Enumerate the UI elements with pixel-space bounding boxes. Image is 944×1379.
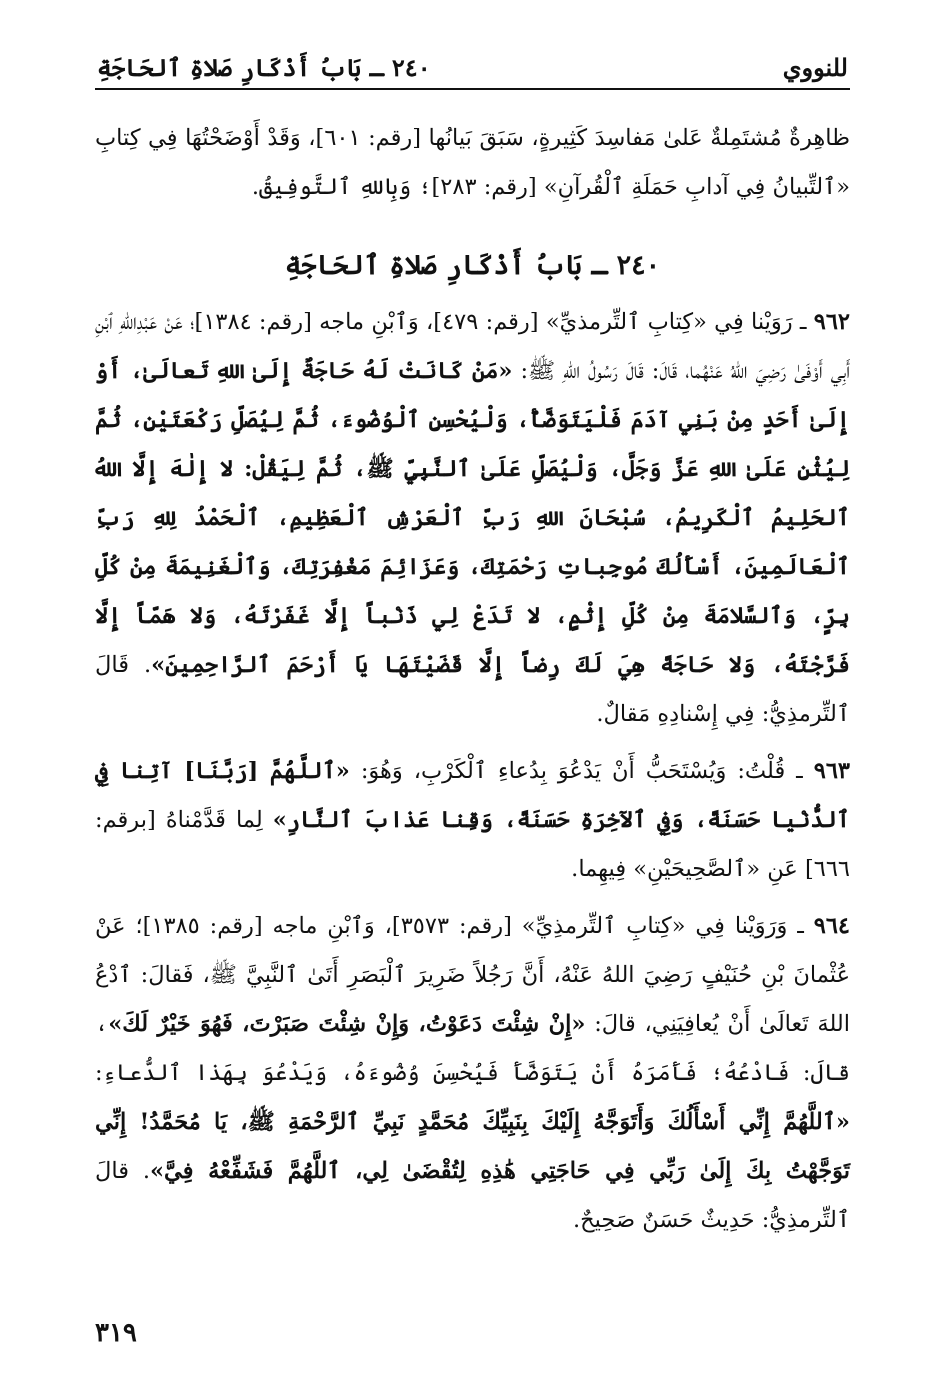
supplication-text: «ٱللَّهُمَّ [رَبَّنَا] آتِنا فِي ٱلدُّنْيا حَسَنَةً، وَفِي ٱلآخِرَةِ حَسَنَةً، وَقِنا عَذابَ ٱلنَّارِ» (95, 758, 850, 833)
running-header (95, 40, 850, 90)
book-page (95, 40, 850, 1360)
header-chapter-title: ٢٤٠ ـ بَابُ أَذْكَارِ صَلاةِ ٱلحَاجَةِ (97, 53, 431, 82)
entry-number: ٩٦٤ (813, 913, 850, 939)
hadith-entry-962 (95, 298, 850, 739)
entry-text: . قالَ ٱلتِّرمذِيُّ: حَدِيثٌ حَسَنٌ صَحِيحٌ. (95, 1158, 850, 1233)
header-book-name: للنووي (782, 53, 848, 82)
intro-paragraph: ظاهِرةٌ مُشتَمِلةٌ عَلىٰ مَفاسِدَ كَثِيرةٍ، سَبَقَ بَيانُها [رقم: ٦٠١]، وَقَدْ أَوْضَحْتُهَا فِي كِتابِ «ٱلتِّبيانُ فِي آدابِ حَمَلَةِ ٱلْقُرآنِ» [رقم: ٢٨٣]؛ وَبِاللهِ ٱلتَّوفِيقُ. (95, 125, 850, 200)
entry-text: ـ وَرَوَيْنا فِي «كِتابِ ٱلتِّرمذِيِّ» [رقم: ٣٥٧٣]، وَٱبْنِ ماجه [رقم: ١٣٨٥]؛ عَنْ عُثْمانَ بْنِ حُنَيْفٍ رَضِيَ اللهُ عَنْهُ، أَنَّ رَجُلاً ضَرِيرَ ٱلْبَصَرِ أَتَىٰ ٱلنَّبِيَّ ﷺ، فَقالَ: ٱدْعُ اللهَ تَعالَىٰ أَنْ يُعافِيَنِي، قالَ: (95, 913, 850, 1037)
section-title: ٢٤٠ ـ بَابُ أَذْكَارِ صَلاةِ ٱلحَاجَةِ (284, 250, 661, 281)
entry-text: ـ رَوَيْنا فِي «كِتابِ ٱلتِّرمذيِّ» [رقم: ٤٧٩]، وَٱبْنِ ماجه [رقم: ١٣٨٤]؛ عَنْ عَبْدِاللهِ ٱبْنِ أَبِي أَوْفَىٰ رَضِيَ اللهُ عَنْهُما، قَالَ: قَالَ رَسُولُ اللهِ ﷺ: (95, 309, 851, 384)
entry-text: . قَالَ ٱلتِّرمذِيُّ: فِي إِسْنادِهِ مَقالٌ. (95, 652, 850, 727)
hadith-entry-963 (95, 747, 850, 894)
entry-number: ٩٦٣ (813, 758, 850, 784)
hadith-entry-964 (95, 902, 850, 1245)
entry-text: ، قالَ: فَادْعُهُ؛ فَأَمَرَهُ أَنْ يَتَوَضَّأَ فَيُحْسِنَ وُضُوءَهُ، وَيَدْعُوَ بِهَذا ٱلدُّعاءِ: (95, 1011, 850, 1086)
supplication-text: «ٱللَّهُمَّ إِنِّي أَسْأَلُكَ وَأَتَوَجَّهُ إِلَيْكَ بِنَبِيِّكَ مُحَمَّدٍ نَبِيِّ ٱلرَّحْمَةِ ﷺ، يَا مُحَمَّدُ! إِنِّي تَوَجَّهْتُ بِكَ إِلَىٰ رَبِّي فِي حَاجَتِي هَٰذِهِ لِتُقْضَىٰ لِي، ٱللَّهُمَّ فَشَفِّعْهُ فِيَّ» (95, 1109, 850, 1184)
entry-text: ـ قُلْتُ: وَيُسْتَحَبُّ أَنْ يَدْعُوَ بِدُعاءِ ٱلْكَرْبِ، وَهُوَ: (349, 758, 814, 784)
page-number: ٣١٩ (95, 1318, 137, 1348)
prophetic-saying: «مَنْ كَانَتْ لَهُ حَاجَةٌ إِلَىٰ اللهِ تَعالَىٰ، أَوْ إِلَىٰ أَحَدٍ مِنْ بَنِي آدَمَ فَلْيَتَوَضَّأْ، وَلْيُحْسِنِ ٱلْوُضُوءَ، ثُمَّ لِيُصَلِّ رَكْعَتَيْنِ، ثُمَّ لِيُثْنِ عَلَىٰ اللهِ عَزَّ وَجَلَّ، وَلْيُصَلِّ عَلَىٰ ٱلنَّبِيِّ ﷺ، ثُمَّ لِيَقُلْ: لا إِلٰهَ إِلَّا اللهُ ٱلحَلِيمُ ٱلْكَرِيمُ، سُبْحَانَ اللهِ رَبِّ ٱلْعَرْشِ ٱلْعَظِيمِ، ٱلْحَمْدُ لِلهِ رَبِّ ٱلْعَالَمِينَ، أَسْأَلُكَ مُوجِباتِ رَحْمَتِكَ، وَعَزَائِمَ مَغْفِرَتِكَ، وَٱلْغَنِيمَةَ مِنْ كُلِّ بِرٍّ، وَٱلسَّلامَةَ مِنْ كُلِّ إِثْمٍ، لا تَدَعْ لِي ذَنْباً إِلَّا غَفَرْتَهُ، وَلا هَمّاً إِلَّا فَرَّجْتَهُ، وَلا حَاجَةً هِيَ لَكَ رِضاً إِلَّا قَضَيْتَهَا يَا أَرْحَمَ ٱلرَّاحِمِينَ» (95, 358, 850, 678)
prophetic-saying: «إِنْ شِئْتَ دَعَوْتُ، وَإِنْ شِئْتَ صَبَرْتَ، فَهُوَ خَيْرٌ لَكَ» (108, 1011, 586, 1037)
entry-text: لِما قَدَّمْناهُ [برقم: ٦٦٦] عَنِ «ٱلصَّحِيحَيْنِ» فِيهِما. (95, 807, 850, 882)
entry-number: ٩٦٢ (813, 309, 851, 335)
